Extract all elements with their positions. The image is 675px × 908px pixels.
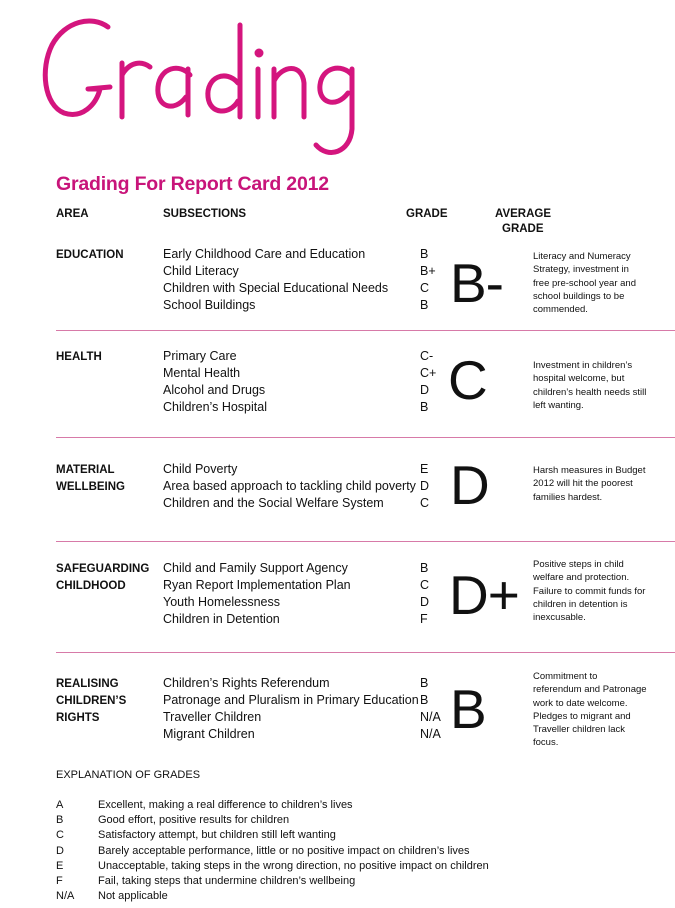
grade-item: C (420, 496, 430, 510)
grade-item: D (420, 383, 430, 397)
subsection-item: Ryan Report Implementation Plan (163, 578, 351, 592)
grades-material-wellbeing (420, 461, 429, 512)
legend-row: D Barely acceptable performance, little or no positive impact on children’s lives (56, 844, 470, 857)
grade-legend (56, 798, 489, 904)
grade-item: C- (420, 349, 434, 363)
area-health: HEALTH (56, 351, 102, 363)
legend-row: A Excellent, making a real difference to children’s lives (56, 799, 353, 811)
section-divider (56, 541, 675, 542)
average-grade-material-wellbeing: D (450, 454, 489, 516)
grade-item: C (420, 578, 430, 592)
subsection-item: Early Childhood Care and Education (163, 247, 366, 261)
average-grade-education: B- (450, 252, 503, 314)
section-divider (56, 330, 675, 331)
legend-row: C Satisfactory attempt, but children still left wanting (56, 829, 336, 842)
subsection-item: School Buildings (163, 298, 256, 312)
subsection-item: Primary Care (163, 349, 237, 363)
subsection-item: Mental Health (163, 366, 241, 380)
subsection-item: Child and Family Support Agency (163, 561, 348, 575)
subsection-item: Area based approach to tackling child poverty (163, 479, 416, 493)
comment-realising-childrens-rights: Commitment to referendum and Patronage work to date welcome. Pledges to migrant and Traveller children lack focus. (533, 671, 647, 749)
subsection-item: Children in Detention (163, 612, 280, 626)
header-subsections: SUBSECTIONS (163, 208, 247, 220)
grade-item: B (420, 298, 429, 312)
header-average-line2: GRADE (502, 223, 544, 235)
grade-item: F (420, 612, 428, 626)
grade-item: E (420, 462, 429, 476)
subsection-item: Children’s Hospital (163, 400, 267, 414)
legend-row: E Unacceptable, taking steps in the wrong direction, no positive impact on children (56, 859, 489, 872)
grade-item: B (420, 676, 429, 690)
explanation-title: EXPLANATION OF GRADES (56, 769, 201, 781)
subsection-item: Child Literacy (163, 264, 239, 278)
header-average-line1: AVERAGE (495, 208, 552, 220)
subsection-item: Migrant Children (163, 727, 255, 741)
area-realising-childrens-rights: REALISING CHILDREN’S RIGHTS (56, 678, 127, 724)
area-education: EDUCATION (56, 249, 124, 261)
section-divider (56, 437, 675, 438)
average-grade-realising-childrens-rights: B (450, 678, 486, 740)
legend-row: N/A Not applicable (56, 890, 168, 903)
comment-education: Literacy and Numeracy Strategy, investment in free pre-school year and school buildings to be commended. (533, 251, 636, 316)
area-material-wellbeing: MATERIAL WELLBEING (56, 464, 125, 493)
subsection-item: Children’s Rights Referendum (163, 676, 330, 690)
subsections-education (163, 246, 388, 314)
grade-item: C+ (420, 366, 437, 380)
header-area: AREA (56, 208, 89, 220)
handwritten-grading-title (30, 5, 370, 165)
subsection-item: Youth Homelessness (163, 595, 280, 609)
grades-health (420, 348, 436, 416)
subsections-material-wellbeing (163, 461, 416, 512)
grade-item: D (420, 479, 430, 493)
subsection-item: Children and the Social Welfare System (163, 496, 384, 510)
comment-material-wellbeing: Harsh measures in Budget 2012 will hit the poorest families hardest. (533, 465, 646, 503)
grades-education (420, 246, 436, 314)
subsection-item: Alcohol and Drugs (163, 383, 266, 397)
subsection-item: Children with Special Educational Needs (163, 281, 389, 295)
grade-item: B (420, 247, 429, 261)
average-grade-health: C (448, 349, 487, 411)
subsection-item: Patronage and Pluralism in Primary Education (163, 693, 419, 707)
header-grade: GRADE (406, 208, 448, 220)
grades-safeguarding-childhood (420, 560, 429, 628)
grade-item: B+ (420, 264, 436, 278)
comment-safeguarding-childhood: Positive steps in child welfare and protection. Failure to commit funds for children in detention is inexcusable. (533, 559, 646, 624)
grade-item: N/A (420, 727, 441, 741)
grades-realising-childrens-rights (420, 675, 441, 743)
subsections-health (163, 348, 267, 416)
subsections-realising-childrens-rights (163, 675, 419, 743)
subsection-item: Child Poverty (163, 462, 238, 476)
grade-item: B (420, 400, 429, 414)
grade-item: C (420, 281, 430, 295)
page-title: Grading For Report Card 2012 (56, 173, 329, 195)
average-grade-safeguarding-childhood: D+ (449, 564, 519, 626)
section-divider (56, 652, 675, 653)
area-safeguarding-childhood: SAFEGUARDING CHILDHOOD (56, 563, 150, 592)
subsections-safeguarding-childhood (163, 560, 351, 628)
grade-item: B (420, 561, 429, 575)
comment-health: Investment in children’s hospital welcome, but children’s health needs still left wanting. (533, 360, 647, 411)
grade-item: B (420, 693, 429, 707)
subsection-item: Traveller Children (163, 710, 262, 724)
legend-row: F Fail, taking steps that undermine children’s wellbeing (56, 875, 356, 888)
grade-item: D (420, 595, 430, 609)
grade-item: N/A (420, 710, 441, 724)
legend-row: B Good effort, positive results for children (56, 814, 290, 827)
